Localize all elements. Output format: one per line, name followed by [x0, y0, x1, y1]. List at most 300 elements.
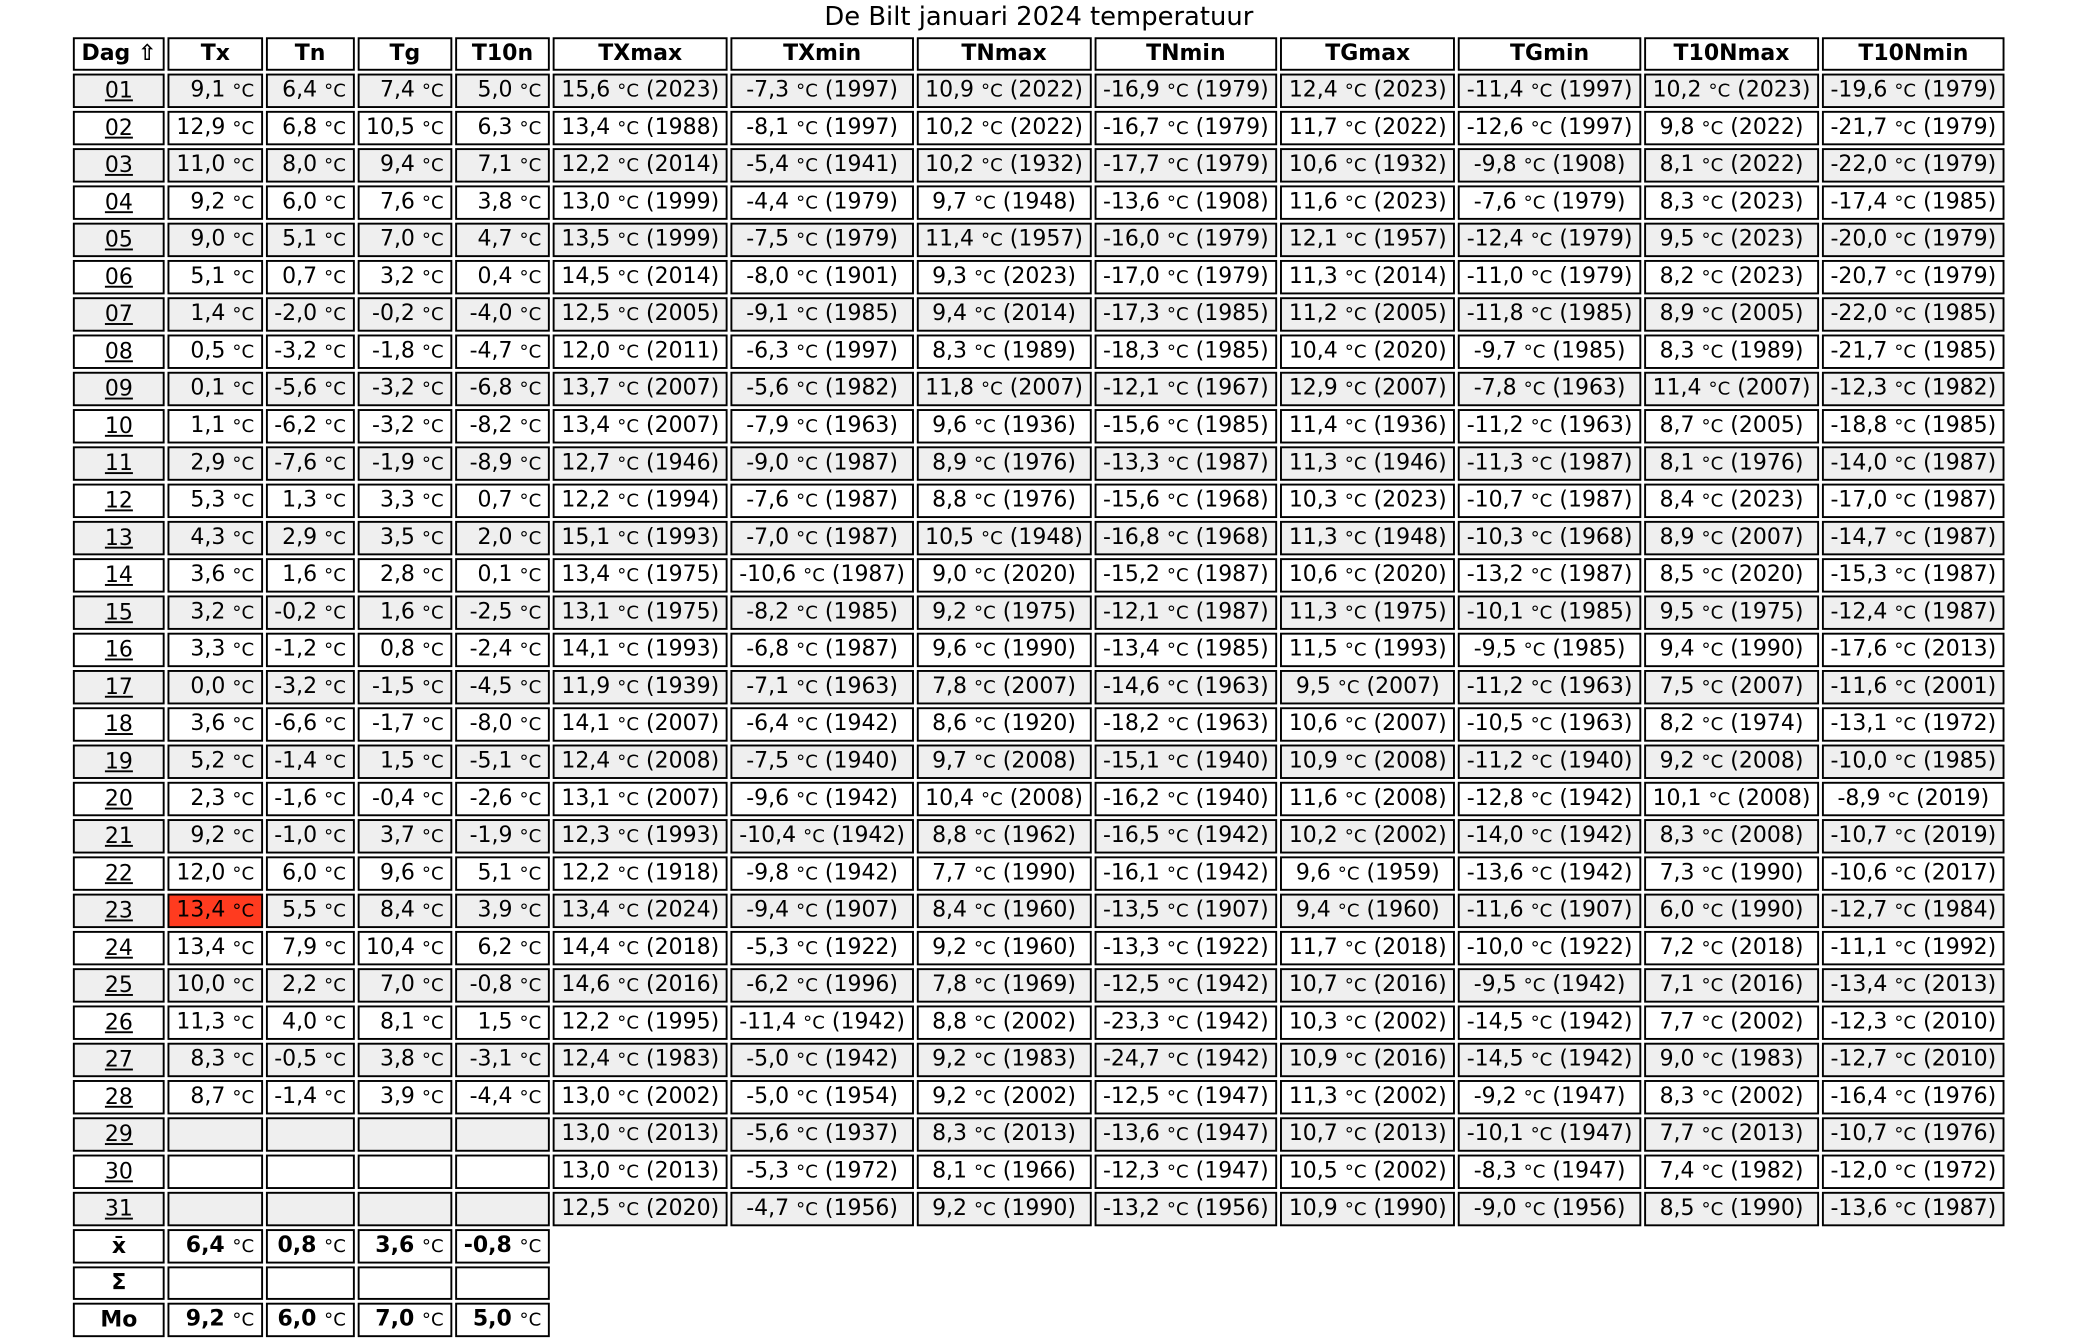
- day-label[interactable]: 29: [105, 1121, 134, 1147]
- day-label[interactable]: 22: [105, 860, 134, 886]
- value: 6,2: [477, 934, 513, 960]
- record-year: 2002: [1739, 1009, 1796, 1035]
- record-year: 1993: [654, 822, 711, 848]
- tnmin-cell: -18,2 °C (1963): [1095, 707, 1278, 741]
- day-label[interactable]: 26: [105, 1009, 134, 1035]
- tg-cell: [358, 409, 453, 443]
- tg-cell: [358, 819, 453, 853]
- unit-label: °C: [974, 602, 997, 624]
- record-value: 13,4: [561, 897, 611, 923]
- record-year: 2014: [1011, 301, 1068, 326]
- day-label[interactable]: 19: [105, 748, 134, 774]
- txmax-cell: 11,9 °C (1939): [553, 670, 728, 704]
- t10nmax-cell: 7,1 °C (2016): [1644, 968, 1819, 1002]
- unit-label: °C: [1530, 266, 1553, 288]
- unit-label: °C: [796, 788, 819, 810]
- table-row: [73, 372, 2005, 406]
- day-link[interactable]: [73, 968, 165, 1002]
- unit-label: °C: [324, 900, 347, 922]
- unit-label: °C: [1345, 453, 1367, 475]
- value: 2,0: [477, 524, 513, 550]
- unit-label: °C: [519, 303, 542, 325]
- tnmax-cell: 9,2 °C (1975): [917, 595, 1092, 629]
- day-label[interactable]: 21: [105, 823, 134, 849]
- tn-cell: [266, 148, 355, 182]
- txmax-cell: 13,5 °C (1999): [553, 223, 728, 257]
- tg-cell: [358, 633, 453, 667]
- tgmax-header: TGmax: [1281, 37, 1456, 70]
- empty-cell: [1095, 1303, 1278, 1337]
- unit-label: °C: [1894, 825, 1917, 847]
- t10nmax-cell: 7,5 °C (2007): [1644, 670, 1819, 704]
- record-year: 1942: [1204, 972, 1261, 997]
- record-year: 1990: [1011, 636, 1068, 662]
- txmin-cell: -9,8 °C (1942): [731, 856, 914, 890]
- tgmin-cell: -14,5 °C (1942): [1458, 1043, 1641, 1077]
- unit-label: °C: [1345, 1086, 1367, 1108]
- record-value: -9,4: [746, 897, 790, 923]
- unit-label: °C: [1345, 1123, 1367, 1146]
- value: -8,9: [469, 450, 513, 476]
- txmin-cell: -4,4 °C (1979): [731, 185, 914, 219]
- unit-label: °C: [422, 564, 444, 586]
- txmax-cell: 12,5 °C (2005): [553, 297, 728, 331]
- value: -4,5: [469, 673, 513, 699]
- txmin-cell: -10,6 °C (1987): [731, 558, 914, 592]
- record-year: 1972: [1932, 1158, 1988, 1184]
- unit-label: °C: [1167, 1086, 1189, 1108]
- record-year: 1932: [1018, 151, 1075, 177]
- value: 4,3: [190, 524, 226, 550]
- record-value: -14,7: [1830, 524, 1888, 550]
- tgmax-cell: 10,6 °C (2007): [1281, 707, 1456, 741]
- record-year: 1963: [1561, 375, 1618, 401]
- txmin-cell: -8,2 °C (1985): [731, 595, 914, 629]
- tn-cell: [266, 931, 355, 965]
- unit-label: °C: [422, 453, 444, 475]
- record-year: 2005: [1739, 412, 1796, 438]
- record-year: 1988: [654, 114, 711, 140]
- day-link[interactable]: [73, 372, 165, 406]
- day-label[interactable]: 09: [105, 376, 134, 401]
- unit-label: °C: [1701, 1049, 1724, 1071]
- unit-label: °C: [1345, 1049, 1367, 1071]
- t10nmin-cell: -15,3 °C (1987): [1822, 558, 2005, 592]
- value: 0,8: [277, 1232, 317, 1258]
- tg-cell: [358, 1192, 453, 1226]
- day-label[interactable]: 15: [105, 599, 134, 625]
- t10nmax-cell: 7,4 °C (1982): [1644, 1155, 1819, 1189]
- summary-t10n-cell: [455, 1303, 550, 1337]
- empty-cell: [1281, 1266, 1456, 1299]
- record-year: 2019: [1932, 822, 1988, 848]
- day-link[interactable]: [73, 223, 165, 257]
- record-value: 15,6: [561, 77, 611, 103]
- value: 8,1: [380, 1009, 416, 1035]
- unit-label: °C: [232, 1012, 255, 1034]
- record-year: 2023: [1739, 189, 1796, 215]
- record-value: 10,6: [1289, 151, 1339, 177]
- unit-label: °C: [1167, 825, 1189, 847]
- record-value: -13,3: [1103, 934, 1161, 960]
- record-year: 1941: [833, 151, 890, 177]
- table-row: [73, 1080, 2005, 1114]
- record-value: 13,1: [561, 599, 611, 625]
- unit-label: °C: [981, 788, 1004, 810]
- tn-cell: [266, 633, 355, 667]
- record-value: 10,1: [1652, 785, 1702, 811]
- day-label[interactable]: 06: [105, 264, 134, 290]
- t10nmin-cell: -19,6 °C (1979): [1822, 74, 2005, 108]
- record-year: 1999: [654, 189, 711, 215]
- record-value: -11,4: [1467, 77, 1524, 103]
- value: 10,0: [176, 972, 226, 997]
- empty-cell: [1644, 1266, 1819, 1299]
- day-label[interactable]: 23: [105, 897, 134, 923]
- tg-cell: [358, 1043, 453, 1077]
- day-label[interactable]: 20: [105, 786, 134, 811]
- summary-tn-cell: [266, 1303, 355, 1337]
- t10nmax-cell: 10,2 °C (2023): [1644, 74, 1819, 108]
- record-year: 1987: [1932, 561, 1988, 587]
- t10n-cell: [455, 185, 550, 219]
- record-year: 1942: [840, 822, 897, 848]
- unit-label: °C: [974, 1123, 997, 1146]
- record-year: 1972: [833, 1158, 890, 1184]
- record-value: -12,3: [1830, 375, 1888, 401]
- unit-label: °C: [1894, 453, 1917, 475]
- table-row: [73, 521, 2005, 555]
- unit-label: °C: [1530, 490, 1553, 512]
- unit-label: °C: [1530, 453, 1553, 475]
- record-year: 1997: [833, 114, 890, 140]
- record-value: 10,7: [1289, 1121, 1339, 1146]
- day-link[interactable]: [73, 1005, 165, 1039]
- unit-label: °C: [1345, 303, 1367, 325]
- record-year: 2022: [1018, 114, 1075, 140]
- unit-label: °C: [1701, 564, 1724, 586]
- tgmin-cell: -10,7 °C (1987): [1458, 484, 1641, 518]
- day-link[interactable]: [73, 1080, 165, 1114]
- day-link[interactable]: [73, 1155, 165, 1189]
- unit-label: °C: [1701, 1012, 1724, 1034]
- unit-label: °C: [796, 192, 819, 214]
- day-label[interactable]: 25: [105, 972, 134, 998]
- unit-label: °C: [1701, 676, 1724, 698]
- tnmin-cell: -17,3 °C (1985): [1095, 297, 1278, 331]
- record-year: 2023: [1382, 487, 1439, 513]
- tgmin-cell: -9,7 °C (1985): [1458, 335, 1641, 369]
- unit-label: °C: [1167, 937, 1189, 959]
- tx-cell: [168, 558, 263, 592]
- day-label[interactable]: 04: [105, 189, 134, 215]
- record-year: 1985: [833, 301, 890, 326]
- record-year: 1908: [1561, 151, 1618, 177]
- day-label[interactable]: 14: [105, 562, 134, 588]
- value: 1,5: [380, 748, 416, 774]
- record-year: 1987: [1568, 450, 1625, 476]
- record-year: 1987: [833, 524, 890, 550]
- record-value: 11,3: [1289, 524, 1339, 550]
- unit-label: °C: [796, 1198, 819, 1220]
- record-year: 1985: [1932, 412, 1988, 438]
- day-label[interactable]: 02: [105, 115, 134, 141]
- unit-label: °C: [796, 527, 819, 549]
- day-label[interactable]: 18: [105, 711, 134, 737]
- day-label[interactable]: 30: [105, 1158, 134, 1184]
- record-year: 1987: [1932, 599, 1988, 625]
- day-link[interactable]: [73, 595, 165, 629]
- unit-label: °C: [974, 937, 997, 959]
- unit-label: °C: [981, 80, 1004, 102]
- day-link[interactable]: [73, 745, 165, 779]
- record-year: 1979: [1204, 114, 1261, 140]
- record-value: -17,0: [1830, 487, 1888, 513]
- day-link[interactable]: [73, 1117, 165, 1151]
- day-link[interactable]: [73, 111, 165, 145]
- day-link[interactable]: [73, 484, 165, 518]
- txmin-cell: -9,6 °C (1942): [731, 782, 914, 816]
- day-label[interactable]: 11: [105, 450, 134, 476]
- txmin-cell: -6,3 °C (1997): [731, 335, 914, 369]
- day-link[interactable]: [73, 1192, 165, 1226]
- day-link[interactable]: [73, 148, 165, 182]
- unit-label: °C: [232, 900, 255, 922]
- unit-label: °C: [324, 639, 347, 661]
- unit-label: °C: [1530, 825, 1553, 847]
- day-link[interactable]: [73, 185, 165, 219]
- unit-label: °C: [1167, 1198, 1189, 1220]
- record-year: 1960: [1375, 897, 1432, 923]
- tn-cell: [266, 521, 355, 555]
- t10n-cell: [455, 521, 550, 555]
- table-row: [73, 74, 2005, 108]
- record-year: 1982: [833, 375, 890, 401]
- t10n-cell: [455, 1080, 550, 1114]
- day-label[interactable]: 13: [105, 525, 134, 551]
- tn-cell: [266, 74, 355, 108]
- record-value: 9,2: [932, 1046, 968, 1072]
- tg-cell: [358, 484, 453, 518]
- day-link[interactable]: [73, 782, 165, 816]
- record-value: -10,7: [1467, 487, 1524, 513]
- day-label[interactable]: 27: [105, 1047, 134, 1072]
- day-link[interactable]: [73, 297, 165, 331]
- day-link[interactable]: [73, 335, 165, 369]
- unit-label: °C: [1530, 1049, 1553, 1071]
- unit-label: °C: [519, 80, 542, 102]
- unit-label: °C: [232, 564, 255, 586]
- unit-label: °C: [232, 229, 255, 251]
- tgmax-cell: 10,3 °C (2023): [1281, 484, 1456, 518]
- unit-label: °C: [1708, 788, 1731, 810]
- unit-label: °C: [617, 937, 640, 959]
- record-year: 1976: [1932, 1083, 1988, 1109]
- record-year: 1956: [1204, 1195, 1261, 1221]
- unit-label: °C: [796, 117, 819, 139]
- unit-label: °C: [232, 527, 255, 549]
- day-label[interactable]: 10: [105, 413, 134, 439]
- tx-cell: [168, 1080, 263, 1114]
- unit-label: °C: [324, 788, 347, 810]
- t10nmax-cell: 7,7 °C (2002): [1644, 1005, 1819, 1039]
- day-link[interactable]: [73, 260, 165, 294]
- record-year: 2007: [654, 785, 711, 811]
- value: 6,8: [282, 114, 318, 140]
- empty-cell: [917, 1266, 1092, 1299]
- empty-cell: [1458, 1266, 1641, 1299]
- unit-label: °C: [232, 453, 255, 475]
- header-row: [73, 37, 2005, 70]
- day-link[interactable]: [73, 1043, 165, 1077]
- tnmax-cell: 10,9 °C (2022): [917, 74, 1092, 108]
- tx-cell: [168, 484, 263, 518]
- value: 9,6: [380, 860, 416, 886]
- record-value: 8,3: [932, 1121, 968, 1146]
- record-value: 11,3: [1289, 450, 1339, 476]
- record-value: -14,5: [1467, 1046, 1524, 1072]
- summary-t10n-cell: [455, 1266, 550, 1299]
- unit-label: °C: [1523, 1086, 1546, 1108]
- day-label[interactable]: 08: [105, 338, 134, 364]
- unit-label: °C: [519, 1309, 542, 1331]
- day-label[interactable]: 12: [105, 487, 134, 513]
- day-label[interactable]: 07: [105, 301, 134, 327]
- record-value: -6,2: [746, 972, 790, 997]
- unit-label: °C: [1894, 490, 1917, 512]
- unit-label: °C: [617, 900, 640, 922]
- record-value: 12,5: [561, 1195, 611, 1221]
- record-year: 1942: [1561, 972, 1618, 997]
- record-year: 1976: [1011, 487, 1068, 513]
- record-year: 1987: [833, 450, 890, 476]
- record-value: -14,0: [1830, 450, 1888, 476]
- record-value: 12,2: [561, 151, 611, 177]
- value: 2,9: [190, 450, 226, 476]
- tgmin-cell: -11,2 °C (1940): [1458, 745, 1641, 779]
- record-year: 1922: [1204, 934, 1261, 960]
- record-year: 2016: [1739, 972, 1796, 997]
- record-year: 1942: [1568, 860, 1625, 886]
- day-link[interactable]: [73, 819, 165, 853]
- value: 7,0: [380, 972, 416, 997]
- record-value: -12,5: [1103, 972, 1161, 997]
- unit-label: °C: [324, 1309, 347, 1331]
- record-year: 1976: [1932, 1121, 1988, 1146]
- value: 7,0: [375, 1306, 415, 1332]
- page-title: De Bilt januari 2024 temperatuur: [824, 1, 1254, 32]
- record-year: 1990: [1011, 860, 1068, 886]
- record-year: 1979: [1204, 77, 1261, 103]
- record-value: -11,6: [1830, 673, 1888, 699]
- tgmax-cell: 10,9 °C (1990): [1281, 1192, 1456, 1226]
- unit-label: °C: [324, 937, 347, 959]
- day-label[interactable]: 01: [105, 77, 134, 103]
- unit-label: °C: [1345, 1012, 1367, 1034]
- record-value: -12,4: [1467, 226, 1524, 252]
- unit-label: °C: [974, 192, 997, 214]
- unit-label: °C: [1530, 713, 1553, 735]
- tgmin-cell: -12,8 °C (1942): [1458, 782, 1641, 816]
- value: -3,2: [274, 338, 318, 364]
- day-link[interactable]: [73, 74, 165, 108]
- day-link[interactable]: [73, 633, 165, 667]
- tgmax-cell: 12,9 °C (2007): [1281, 372, 1456, 406]
- day-link[interactable]: [73, 707, 165, 741]
- tg-cell: [358, 670, 453, 704]
- record-value: -10,0: [1830, 748, 1888, 774]
- day-link[interactable]: [73, 670, 165, 704]
- summary-label: x̄: [73, 1229, 165, 1263]
- unit-label: °C: [519, 527, 542, 549]
- unit-label: °C: [422, 1235, 444, 1257]
- value: -4,4: [469, 1083, 513, 1109]
- empty-cell: [553, 1303, 728, 1337]
- day-link[interactable]: [73, 558, 165, 592]
- day-label[interactable]: 16: [105, 637, 134, 662]
- t10nmin-cell: -14,0 °C (1987): [1822, 446, 2005, 480]
- day-label[interactable]: 24: [105, 935, 134, 961]
- record-year: 1948: [1011, 189, 1068, 215]
- day-link[interactable]: [73, 409, 165, 443]
- unit-label: °C: [422, 602, 444, 624]
- sort-day-header[interactable]: Dag ⇧: [73, 37, 165, 70]
- unit-label: °C: [422, 937, 444, 959]
- txmax-cell: 14,5 °C (2014): [553, 260, 728, 294]
- day-label[interactable]: 17: [105, 674, 134, 700]
- table-row: [73, 707, 2005, 741]
- unit-label: °C: [519, 1049, 542, 1071]
- value: -0,8: [464, 1232, 513, 1258]
- day-link[interactable]: [73, 894, 165, 928]
- unit-label: °C: [1701, 527, 1724, 549]
- day-label[interactable]: 05: [105, 226, 134, 252]
- tnmin-cell: -24,7 °C (1942): [1095, 1043, 1278, 1077]
- unit-label: °C: [422, 751, 444, 773]
- tgmin-cell: -10,3 °C (1968): [1458, 521, 1641, 555]
- record-value: 10,7: [1289, 972, 1339, 997]
- unit-label: °C: [617, 154, 640, 176]
- record-year: 1976: [1011, 450, 1068, 476]
- day-link[interactable]: [73, 856, 165, 890]
- day-label[interactable]: 03: [105, 152, 134, 178]
- unit-label: °C: [974, 303, 997, 325]
- unit-label: °C: [1530, 751, 1553, 773]
- unit-label: °C: [422, 490, 444, 512]
- tgmin-cell: -11,2 °C (1963): [1458, 670, 1641, 704]
- t10nmin-cell: -11,6 °C (2001): [1822, 670, 2005, 704]
- record-year: 1972: [1932, 711, 1988, 736]
- tnmax-cell: 9,6 °C (1990): [917, 633, 1092, 667]
- tx-cell: [168, 633, 263, 667]
- unit-label: °C: [1701, 1123, 1724, 1146]
- tg-cell: [358, 707, 453, 741]
- unit-label: °C: [617, 1161, 640, 1183]
- day-link[interactable]: [73, 446, 165, 480]
- day-link[interactable]: [73, 521, 165, 555]
- record-value: -10,6: [739, 561, 797, 587]
- record-value: 9,6: [932, 636, 968, 662]
- value: -3,2: [274, 673, 318, 699]
- tnmax-cell: 9,6 °C (1936): [917, 409, 1092, 443]
- day-label[interactable]: 28: [105, 1084, 134, 1110]
- txmin-cell: -4,7 °C (1956): [731, 1192, 914, 1226]
- record-value: -11,2: [1467, 673, 1524, 699]
- record-year: 1985: [1568, 599, 1625, 625]
- unit-label: °C: [1167, 788, 1189, 810]
- day-label[interactable]: 31: [105, 1196, 134, 1222]
- day-link[interactable]: [73, 931, 165, 965]
